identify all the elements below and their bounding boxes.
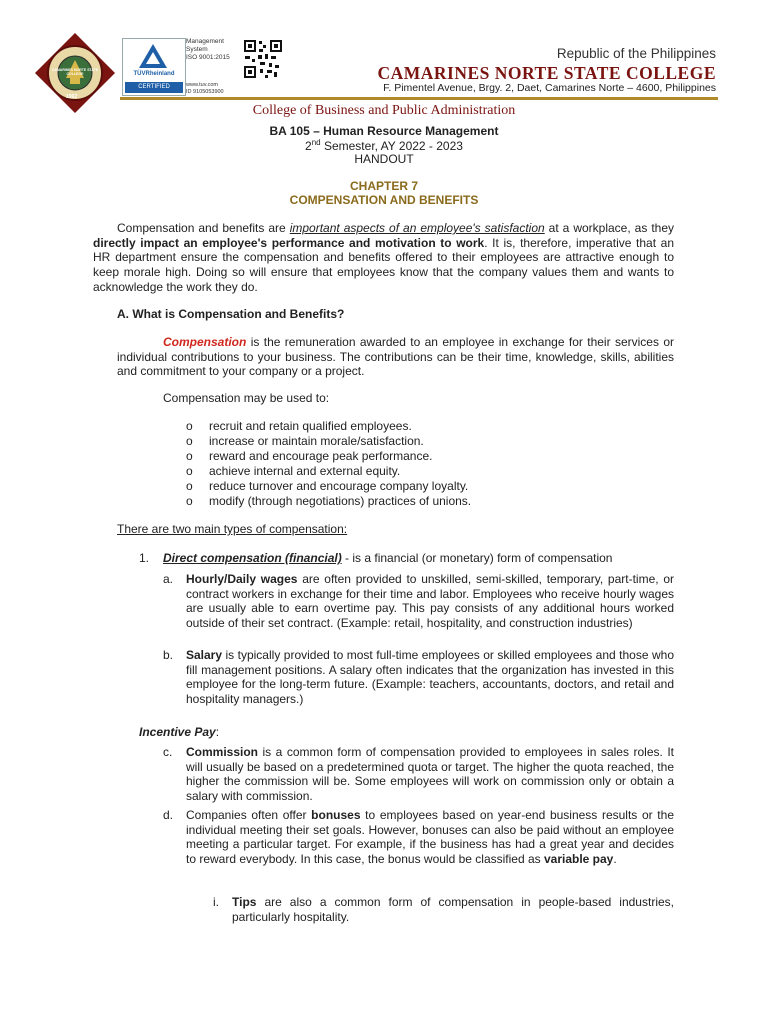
incentive-heading-text: Incentive Pay [139,725,216,739]
bullet-marker: o [186,449,193,463]
cert-id-text [186,82,224,96]
commission-paragraph [186,745,674,804]
intro-paragraph [93,221,674,295]
hourly-wages-paragraph [186,572,674,631]
college-address: F. Pimentel Avenue, Brgy. 2, Daet, Camarines Norte – 4600, Philippines [383,82,716,94]
uses-intro: Compensation may be used to: [163,391,330,405]
semester-text: Semester, AY 2022 - 2023 [320,139,463,153]
use-item-text: increase or maintain morale/satisfaction. [209,434,424,448]
types-intro: There are two main types of compensation: [117,522,348,536]
tips-text: are also a common form of compensation in people-based industries, particularly hospitality. [232,895,674,924]
list-letter: d. [163,808,174,822]
incentive-heading [139,725,219,739]
bullet-marker: o [186,494,193,508]
course-title: BA 105 – Human Resource Management [269,124,499,138]
bullet-marker: o [186,464,193,478]
bullet-marker: o [186,419,193,433]
bonuses-paragraph [186,808,674,867]
use-item-text: recruit and retain qualified employees. [209,419,412,433]
bullet-marker: o [186,434,193,448]
list-letter: b. [163,648,174,662]
use-item-text: reduce turnover and encourage company loyalty. [209,479,469,493]
chapter-title: COMPENSATION AND BENEFITS [289,193,479,207]
direct-compensation-text: - is a financial (or monetary) form of compensation [341,551,613,565]
qr-code-icon [243,39,283,79]
intro-bold: directly impact an employee's performance and motivation to work [93,235,485,250]
bonuses-text: Companies often offer [186,808,312,822]
intro-text: . It is, therefore, imperative that an HR department ensure the compensation and benefits offered to their employees are attractive enough to keep morale high. Doing so will ensure that employees know that the company values them and wants to acknowledge the work they do. [93,235,674,294]
college-name: CAMARINES NORTE STATE COLLEGE [377,63,716,83]
tips-term: Tips [232,895,257,909]
salary-term: Salary [186,648,223,662]
list-letter: a. [163,572,174,586]
direct-compensation-term: Direct compensation (financial) [163,551,342,565]
bonuses-text: . [613,852,617,867]
semester-line [0,138,768,153]
variable-pay-term: variable pay [543,852,614,867]
cert-line: ISO 9001:2015 [186,54,230,61]
chapter-number: CHAPTER 7 [349,179,418,193]
cert-id: ID 9105053900 [186,89,224,95]
cert-line: System [186,46,208,53]
hourly-wages-term: Hourly/Daily wages [186,572,298,586]
cert-text [186,38,246,62]
salary-text: is typically provided to most full-time employees or skilled employees and those who fill management positions. A salary often indicates that the organization has invested in this employee for the long-term future. (Example: teachers, accountants, doctors, and retail and hospitality managers.) [186,648,674,707]
tips-paragraph [232,895,674,924]
list-roman: i. [213,895,219,909]
cert-label: CERTIFIED [125,82,183,93]
bonuses-term: bonuses [311,808,361,822]
intro-emphasis: important aspects of an employee's satisfaction [289,221,545,235]
list-number: 1. [139,551,150,565]
compensation-def-text: is the remuneration awarded to an employee in exchange for their services or individual contributions to your business. The contributions can be their time, knowledge, skills, abilities and commitment to your company or a project. [117,335,674,379]
use-item-text: reward and encourage peak performance. [209,449,433,463]
use-item-text: achieve internal and external equity. [209,464,401,478]
direct-compensation-line [163,551,612,565]
tuv-brand-text: TÜVRheinland [133,71,175,77]
intro-text: Compensation and benefits are [117,221,290,235]
compensation-term: Compensation [163,335,247,349]
document-type: HANDOUT [354,152,414,166]
seal-year: 1992 [66,94,78,100]
use-item-text: modify (through negotiations) practices of unions. [209,494,472,508]
compensation-definition [117,335,674,379]
salary-paragraph [186,648,674,707]
header-divider [120,97,718,100]
tuv-certification-badge [122,38,186,96]
list-letter: c. [163,745,173,759]
commission-term: Commission [186,745,259,759]
intro-text: at a workplace, as they [544,221,674,235]
cert-url: www.tuv.com [186,82,218,88]
cert-line: Management [186,38,224,45]
seal-text: CAMARINES NORTE STATE COLLEGE [51,68,99,76]
semester-number: 2 [305,139,312,153]
department-name: College of Business and Public Administration [252,103,516,118]
commission-text: is a common form of compensation provided to employees in sales roles. It will usually be based on a predetermined quota or target. The higher the quota reached, the higher the commission will be. Some employees will work on commission only or obtain a salary with commission. [186,745,674,804]
bonuses-text: to employees based on year-end business results or the individual meeting their set goals. However, bonuses can also be paid without an employee meeting a particular target. For example, if the business has had a great year and decides to reward everybody. In this case, the bonus would be classified as [186,808,674,867]
semester-suffix: nd [311,138,321,147]
section-a-heading: A. What is Compensation and Benefits? [117,307,345,321]
republic-text: Republic of the Philippines [556,46,716,61]
incentive-colon: : [215,725,220,739]
hourly-wages-text: are often provided to unskilled, semi-skilled, temporary, part-time, or contract workers in exchange for their time and labor. Employees who receive hourly wages are usually able to earn overtime pay. This pay consists of any additional hours worked outside of their set contract. (Example: retail, hospitality, and construction industries) [186,572,674,631]
bullet-marker: o [186,479,193,493]
